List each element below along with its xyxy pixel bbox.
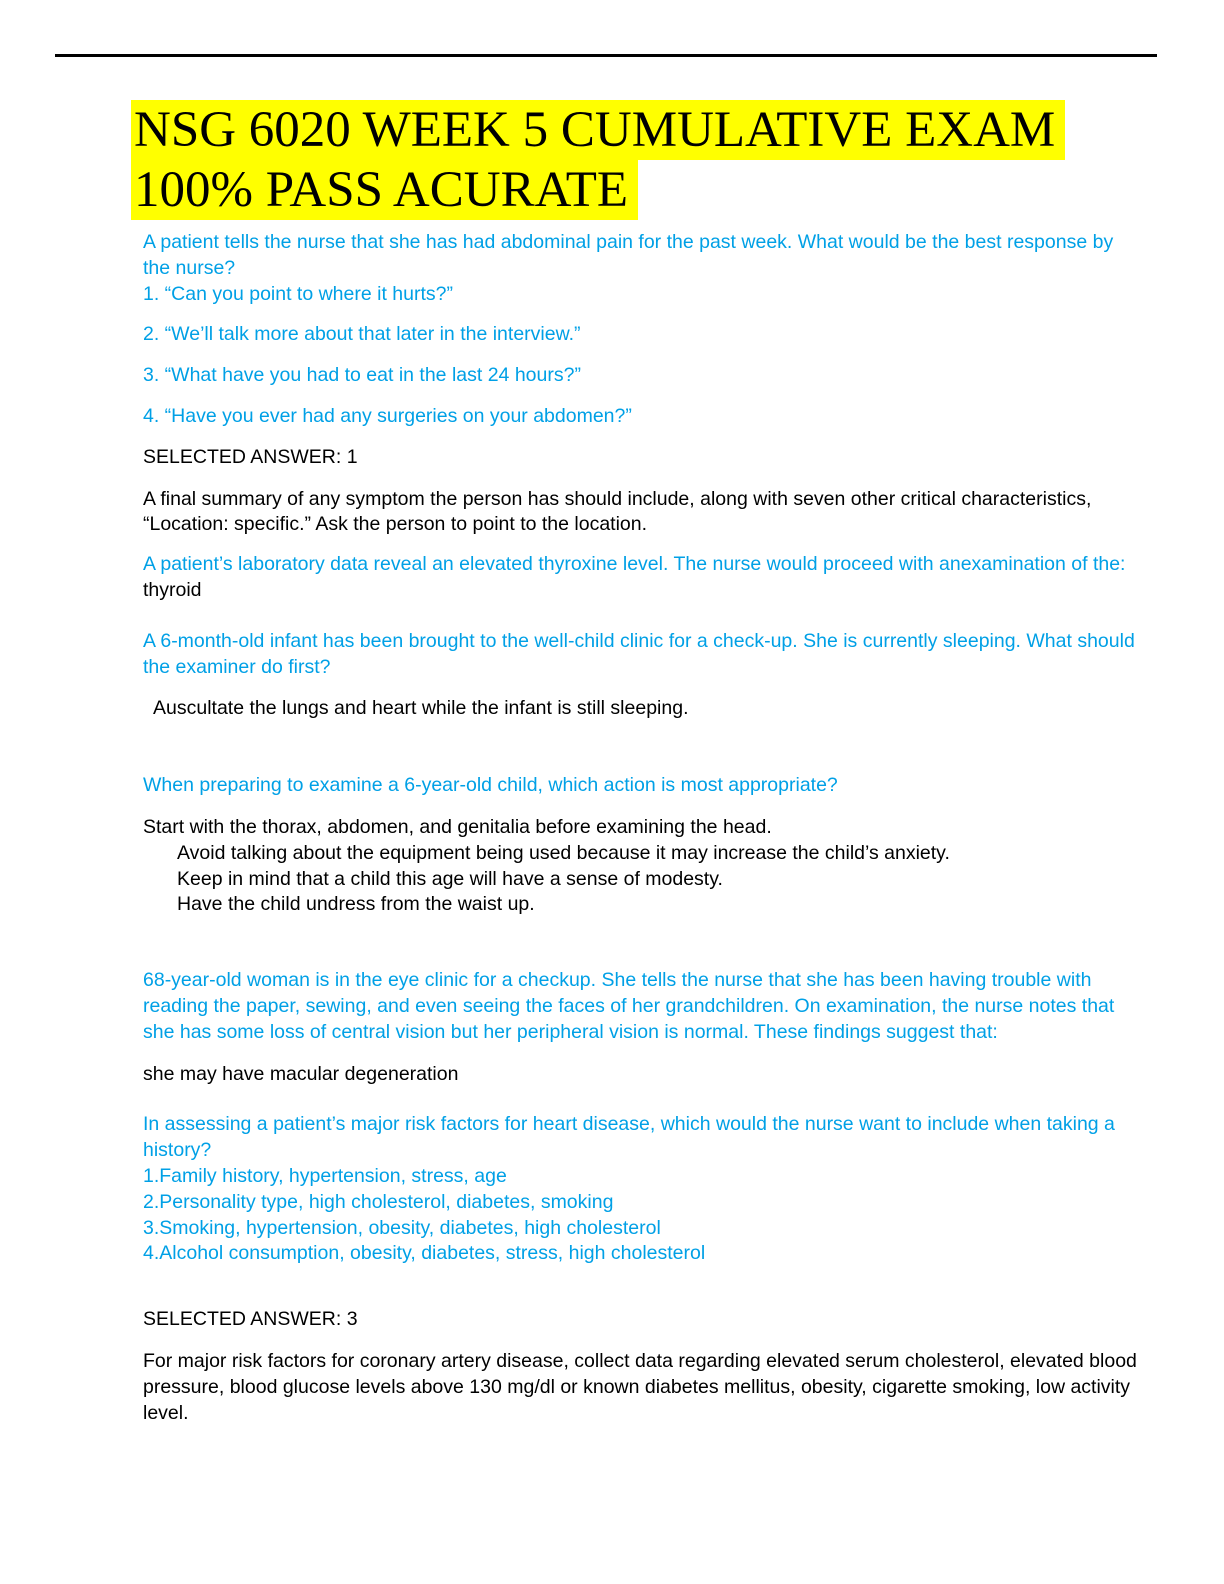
rationale: A final summary of any symptom the person has should include, along with seven other critical characteristics, “Location: specific.” Ask the person to point to the location. [143, 487, 1092, 536]
question-text: When preparing to examine a 6-year-old child, which action is most appropriate? [143, 774, 838, 797]
selected-answer: SELECTED ANSWER: 3 [143, 1308, 358, 1331]
other-option-3: Have the child undress from the waist up. [177, 893, 535, 916]
question-6 [143, 1112, 1143, 1426]
selected-answer: SELECTED ANSWER: 1 [143, 445, 358, 468]
option-2: 2. “We’ll talk more about that later in the interview.” [143, 323, 581, 346]
question-text: A patient tells the nurse that she has had abdominal pain for the past week. What would be the best response by the nurse? [143, 231, 1114, 279]
question-text: A patient’s laboratory data reveal an elevated thyroxine level. The nurse would proceed with anexamination of the: [143, 553, 1126, 576]
answer: Start with the thorax, abdomen, and genitalia before examining the head. [143, 815, 772, 838]
question-text: A 6-month-old infant has been brought to the well-child clinic for a check-up. She is currently sleeping. What should the examiner do first? [143, 629, 1135, 678]
answer: Auscultate the lungs and heart while the infant is still sleeping. [153, 697, 689, 720]
answer: thyroid [143, 578, 202, 601]
question-5 [143, 968, 1143, 1087]
question-3 [143, 629, 1143, 722]
question-text: 68-year-old woman is in the eye clinic for a checkup. She tells the nurse that she has been having trouble with reading the paper, sewing, and even seeing the faces of her grandchildren. On examination, the nurse notes that she has some loss of central vision but her peripheral vision is normal. These findings suggest that: [143, 969, 1115, 1043]
other-option-2: Keep in mind that a child this age will have a sense of modesty. [177, 867, 723, 890]
other-option-1: Avoid talking about the equipment being used because it may increase the child’s anxiety. [177, 841, 950, 864]
document-title [131, 100, 1131, 220]
option-4: 4. “Have you ever had any surgeries on your abdomen?” [143, 404, 632, 427]
question-text: In assessing a patient’s major risk factors for heart disease, which would the nurse want to include when taking a history? [143, 1113, 1115, 1162]
answer: she may have macular degeneration [143, 1062, 459, 1085]
top-rule [55, 54, 1157, 57]
document-body [143, 230, 1143, 1426]
title-line-1: NSG 6020 WEEK 5 CUMULATIVE EXAM [131, 100, 1065, 160]
rationale: For major risk factors for coronary artery disease, collect data regarding elevated serum cholesterol, elevated blood pressure, blood glucose levels above 130 mg/dl or known diabetes mellitus, obesity, cigarette smoking, low activity level. [143, 1349, 1137, 1424]
option-3: 3.Smoking, hypertension, obesity, diabetes, high cholesterol [143, 1216, 661, 1239]
option-1: 1.Family history, hypertension, stress, age [143, 1164, 507, 1187]
question-4 [143, 773, 1143, 918]
option-1: 1. “Can you point to where it hurts?” [143, 282, 453, 305]
title-line-2: 100% PASS ACURATE [131, 160, 638, 220]
option-2: 2.Personality type, high cholesterol, diabetes, smoking [143, 1190, 614, 1213]
option-3: 3. “What have you had to eat in the last 24 hours?” [143, 364, 581, 387]
question-1 [143, 230, 1143, 538]
option-4: 4.Alcohol consumption, obesity, diabetes, stress, high cholesterol [143, 1242, 706, 1265]
question-2 [143, 552, 1143, 604]
